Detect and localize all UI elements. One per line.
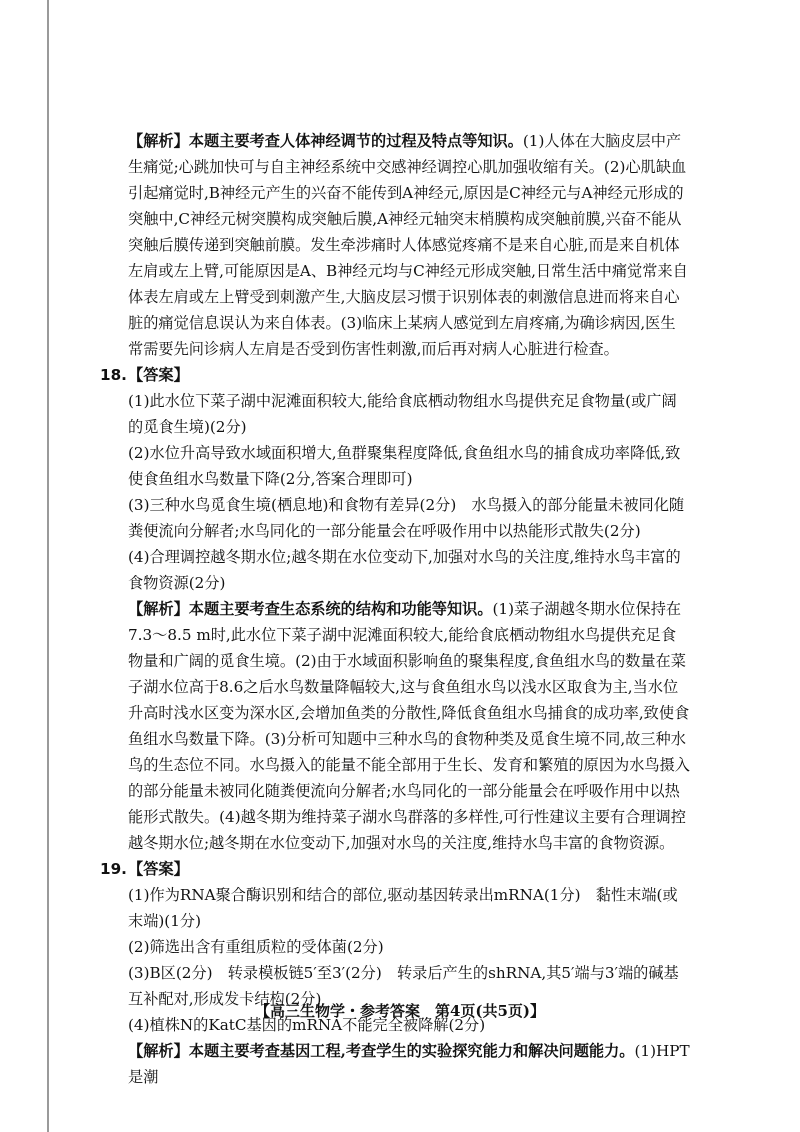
answer-item: (2)水位升高导致水域面积增大,鱼群聚集程度降低,食鱼组水鸟的捕食成功率降低,致使食鱼组水鸟数量下降(2分,答案合理即可) (128, 444, 681, 488)
page-footer: 【高三生物学・参考答案 第4页(共5页)】 (254, 1002, 546, 1020)
answer-item: (4)合理调控越冬期水位;越冬期在水位变动下,加强对水鸟的关注度,维持水鸟丰富的食物资源(2分) (128, 548, 681, 592)
question-19 (100, 856, 690, 1090)
analysis-tag: 【解析】 (128, 600, 189, 618)
question-18 (100, 362, 690, 856)
binding-margin-line (47, 0, 49, 1132)
answer-item: (1)此水位下菜子湖中泥滩面积较大,能给食底栖动物组水鸟提供充足食物量(或广阔的觅食生境)(2分) (128, 392, 677, 436)
analysis-body: (1)菜子湖越冬期水位保持在7.3～8.5 m时,此水位下菜子湖中泥滩面积较大,能给食底栖动物组水鸟提供充足食物量和广阔的觅食生境。(2)由于水域面积影响鱼的聚集程度,食鱼组水鸟的数量在菜子湖水位高于8.6之后水鸟数量降幅较大,这与食鱼组水鸟以浅水区取食为主,当水位升高时浅水区变为深水区,会增加鱼类的分散性,降低食鱼组水鸟捕食的成功率,致使食鱼组水鸟数量下降。(3)分析可知题中三种水鸟的食物种类及觅食生境不同,故三种水鸟的生态位不同。水鸟摄入的能量不能全部用于生长、发育和繁殖的原因为水鸟摄入的部分能量未被同化随粪便流向分解者;水鸟同化的一部分能量会在呼吸作用中以热能形式散失。(4)越冬期为维持菜子湖水鸟群落的多样性,可行性建议主要有合理调控越冬期水位;越冬期在水位变动下,加强对水鸟的关注度,维持水鸟丰富的食物资源。 (128, 600, 690, 852)
answer-tag: 【答案】 (128, 860, 189, 878)
analysis-body: (1)HPT是潮 (128, 1042, 690, 1086)
analysis-body: (1)人体在大脑皮层中产生痛觉;心跳加快可与自主神经系统中交感神经调控心肌加强收缩有关。(2)心肌缺血引起痛觉时,B神经元产生的兴奋不能传到A神经元,原因是C神经元与A神经元形成的突触中,C神经元树突膜构成突触后膜,A神经元轴突末梢膜构成突触前膜,兴奋不能从突触后膜传递到突触前膜。发生牵涉痛时人体感觉疼痛不是来自心脏,而是来自机体左肩或左上臂,可能原因是A、B神经元均与C神经元形成突触,日常生活中痛觉常来自体表左肩或左上臂受到刺激产生,大脑皮层习惯于识别体表的刺激信息进而将来自心脏的痛觉信息误认为来自体表。(3)临床上某病人感觉到左肩疼痛,为确诊病因,医生常需要先问诊病人左肩是否受到伤害性刺激,而后再对病人心脏进行检查。 (128, 132, 688, 358)
analysis-lead: 本题主要考查生态系统的结构和功能等知识。 (188, 600, 493, 618)
analysis-19 (128, 1038, 690, 1090)
question-number: 19. (100, 860, 127, 878)
analysis-lead: 本题主要考查人体神经调节的过程及特点等知识。 (188, 132, 523, 150)
answer-content (100, 128, 690, 1090)
answer-item: (2)筛选出含有重组质粒的受体菌(2分) (128, 938, 384, 956)
answer-item: (3)三种水鸟觅食生境(栖息地)和食物有差异(2分) 水鸟摄入的部分能量未被同化随粪便流向分解者;水鸟同化的一部分能量会在呼吸作用中以热能形式散失(2分) (128, 496, 685, 540)
analysis-17 (128, 128, 690, 362)
answer-tag: 【答案】 (128, 366, 189, 384)
analysis-18 (128, 596, 690, 856)
analysis-lead: 本题主要考查基因工程,考查学生的实验探究能力和解决问题能力。 (188, 1042, 635, 1060)
answer-item: (4)植株N的KatC基因的mRNA不能完全被降解(2分) (128, 1016, 486, 1034)
answer-item: (1)作为RNA聚合酶识别和结合的部位,驱动基因转录出mRNA(1分) 黏性末端(或末端)(1分) (128, 886, 678, 930)
analysis-tag: 【解析】 (128, 1042, 189, 1060)
question-number: 18. (100, 366, 127, 384)
answer-item: (3)B区(2分) 转录模板链5′至3′(2分) 转录后产生的shRNA,其5′端与3′端的碱基互补配对,形成发卡结构(2分) (128, 964, 679, 1008)
analysis-tag: 【解析】 (128, 132, 189, 150)
